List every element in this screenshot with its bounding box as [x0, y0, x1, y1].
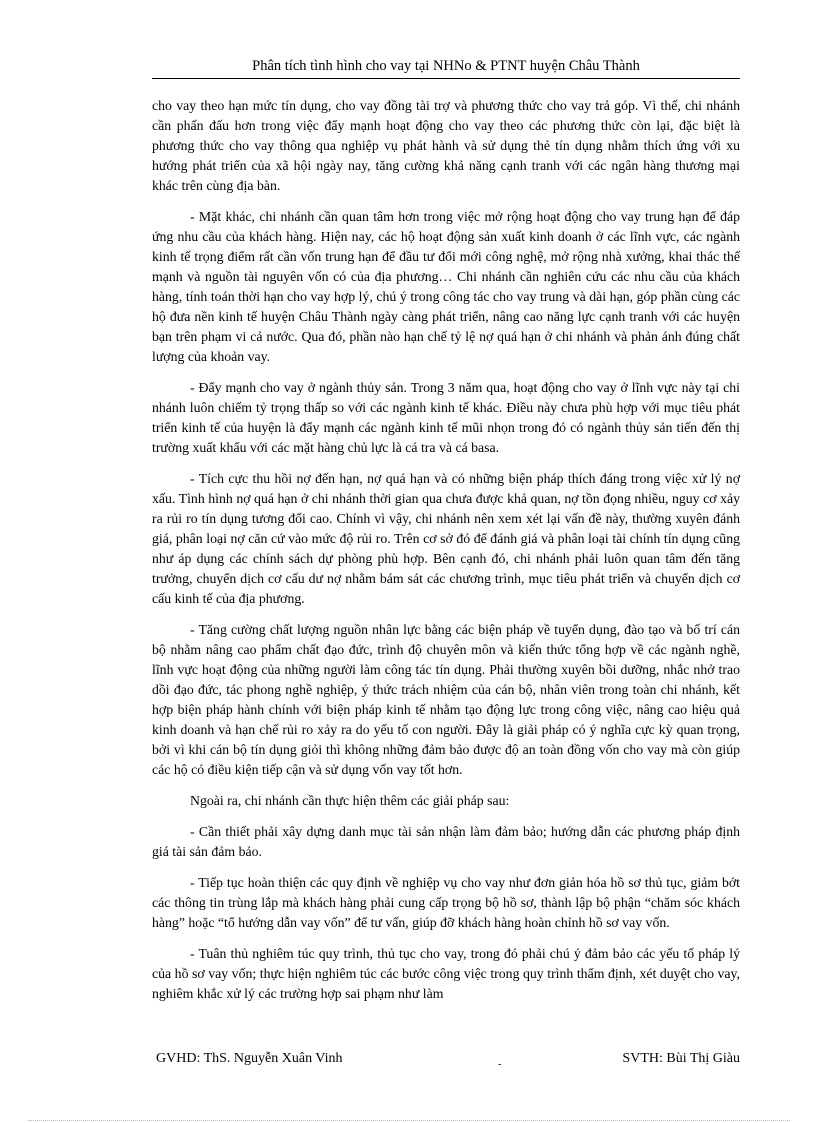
footer-advisor: GVHD: ThS. Nguyễn Xuân Vinh	[156, 1051, 343, 1066]
page-header	[152, 58, 740, 79]
bottom-divider	[28, 1120, 790, 1121]
footer-page-mark: -	[498, 1059, 502, 1070]
paragraph: - Tuân thủ nghiêm túc quy trình, thủ tục cho vay, trong đó phải chú ý đảm bảo các yếu tố pháp lý của hồ sơ vay vốn; thực hiện nghiêm túc các bước công việc trong quy trình thẩm định, xét duyệt cho vay, nghiêm khắc xử lý các trường hợp sai phạm như làm	[152, 946, 740, 1001]
header-title: Phân tích tình hình cho vay tại NHNo & PTNT huyện Châu Thành	[252, 58, 640, 74]
paragraph: - Đẩy mạnh cho vay ở ngành thủy sản. Trong 3 năm qua, hoạt động cho vay ở lĩnh vực này tại chi nhánh luôn chiếm tỷ trọng thấp so với các ngành kinh tế khác. Điều này chưa phù hợp với mục tiêu phát triển kinh tế của huyện là đẩy mạnh các ngành kinh tế mũi nhọn trong đó có ngành thủy sản tiến đến thị trường xuất khẩu với các mặt hàng chủ lực là cá tra và cá basa.	[152, 380, 740, 455]
paragraph: Ngoài ra, chi nhánh cần thực hiện thêm các giải pháp sau:	[190, 793, 510, 808]
body-text	[152, 96, 740, 1015]
footer-student: SVTH: Bùi Thị Giàu	[622, 1051, 740, 1066]
paragraph: cho vay theo hạn mức tín dụng, cho vay đồng tài trợ và phương thức cho vay trả góp. Vì thế, chi nhánh cần phấn đấu hơn trong việc đẩy mạnh hoạt động cho vay theo các phương thức còn lại, đặc biệt là phương thức cho vay thông qua nghiệp vụ phát hành và sử dụng thẻ tín dụng nhằm thích ứng với xu hướng phát triển của xã hội ngày nay, tăng cường khả năng cạnh tranh với các ngân hàng thương mại khác trên cùng địa bàn.	[152, 98, 740, 193]
paragraph: - Tăng cường chất lượng nguồn nhân lực bằng các biện pháp về tuyển dụng, đào tạo và bố trí cán bộ nhằm nâng cao phẩm chất đạo đức, trình độ chuyên môn và kiến thức tổng hợp về các ngành nghề, lĩnh vực hoạt động của những người làm công tác tín dụng. Phải thường xuyên bồi dưỡng, nhắc nhở trao dồi đạo đức, tác phong nghề nghiệp, ý thức trách nhiệm của cán bộ, nhân viên trong toàn chi nhánh, kết hợp biện pháp hành chính với biện pháp kinh tế nhằm tạo động lực trong công việc, nâng cao hiệu quả kinh doanh và hạn chế rủi ro xảy ra do yếu tố con người. Đây là giải pháp có ý nghĩa cực kỳ quan trọng, bởi vì khi cán bộ tín dụng giỏi thì không những đảm bảo được độ an toàn đồng vốn cho vay mà còn giúp các hộ có điều kiện tiếp cận và sử dụng vốn vay tốt hơn.	[152, 622, 740, 777]
paragraph: - Tiếp tục hoàn thiện các quy định về nghiệp vụ cho vay như đơn giản hóa hồ sơ thủ tục, giảm bớt các thông tin trùng lắp mà khách hàng phải cung cấp trọng bộ hồ sơ, thành lập bộ phận “chăm sóc khách hàng” hoặc “tổ hướng dẫn vay vốn” để tư vấn, giúp đỡ khách hàng hoàn chỉnh hồ sơ vay vốn.	[152, 875, 740, 930]
paragraph: - Cần thiết phải xây dựng danh mục tài sản nhận làm đảm bảo; hướng dẫn các phương pháp định giá tài sản đảm bảo.	[152, 824, 740, 859]
paragraph: - Mặt khác, chi nhánh cần quan tâm hơn trong việc mở rộng hoạt động cho vay trung hạn để đáp ứng nhu cầu của khách hàng. Hiện nay, các hộ hoạt động sản xuất kinh doanh ở các lĩnh vực, các ngành kinh tế trọng điểm rất cần vốn trung hạn để đầu tư đổi mới công nghệ, mở rộng nhà xưởng, khai thác thế mạnh và nguồn tài nguyên vốn có của địa phương… Chi nhánh cần nghiên cứu các nhu cầu của khách hàng, tính toán thời hạn cho vay hợp lý, chú ý trong công tác cho vay trung và dài hạn, góp phần cùng các hộ đưa nền kinh tế huyện Châu Thành ngày càng phát triển, nâng cao năng lực cạnh tranh với các huyện bạn trên phạm vi cả nước. Qua đó, phần nào hạn chế tỷ lệ nợ quá hạn ở chi nhánh và phản ánh đúng chất lượng của khoản vay.	[152, 209, 740, 364]
paragraph: - Tích cực thu hồi nợ đến hạn, nợ quá hạn và có những biện pháp thích đáng trong việc xử lý nợ xấu. Tình hình nợ quá hạn ở chi nhánh thời gian qua chưa được khả quan, nợ tồn đọng nhiều, nguy cơ xảy ra rủi ro tín dụng tương đối cao. Chính vì vậy, chi nhánh nên xem xét lại vấn đề này, thường xuyên đánh giá, phân loại nợ căn cứ vào mức độ rủi ro. Trên cơ sở đó để đánh giá và phân loại tài chính tín dụng cũng như áp dụng các chính sách dự phòng phù hợp. Bên cạnh đó, chi nhánh phải luôn quan tâm đến tăng trưởng, chuyển dịch cơ cấu dư nợ nhằm bám sát các chương trình, mục tiêu phát triển và chuyển dịch cơ cấu kinh tế của địa phương.	[152, 471, 740, 606]
